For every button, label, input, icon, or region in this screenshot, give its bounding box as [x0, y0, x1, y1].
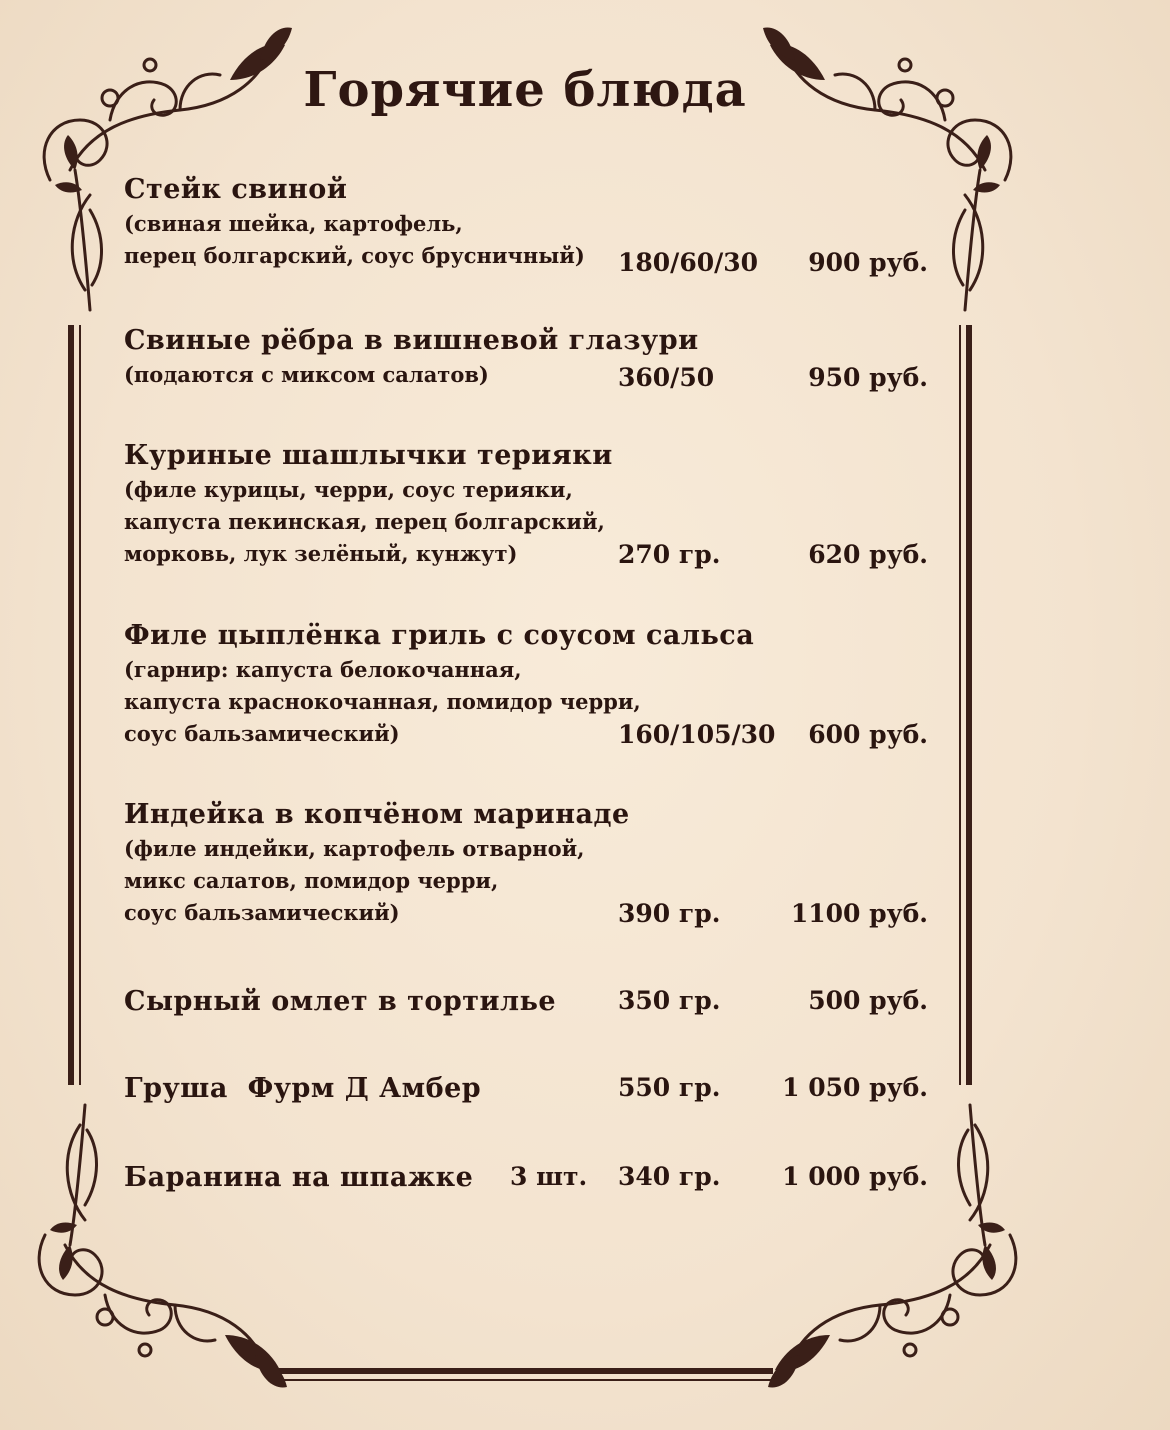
item-price: 1100 руб.	[790, 899, 928, 928]
item-desc-line: капуста краснокочанная, помидор черри,	[124, 689, 641, 714]
item-desc-line: (филе индейки, картофель отварной,	[124, 836, 585, 861]
item-desc-line: (филе курицы, черри, соус терияки,	[124, 477, 573, 502]
item-desc-line: соус бальзамический)	[124, 721, 400, 746]
item-price: 1 050 руб.	[782, 1073, 928, 1102]
item-desc-line: (подаются с миксом салатов)	[124, 362, 489, 387]
item-name: Груша Фурм Д Амбер	[124, 1073, 482, 1104]
item-weight: 270 гр.	[618, 540, 721, 569]
menu-item	[124, 797, 954, 937]
menu-item	[124, 1160, 954, 1200]
item-price: 620 руб.	[808, 540, 928, 569]
item-desc-line: (свиная шейка, картофель,	[124, 211, 463, 236]
item-name: Сырный омлет в тортилье	[124, 986, 557, 1017]
menu-item	[124, 172, 954, 292]
item-name: Куриные шашлычки терияки	[124, 440, 613, 471]
item-quantity: 3 шт.	[510, 1162, 588, 1191]
item-price: 1 000 руб.	[782, 1162, 928, 1191]
item-weight: 360/50	[618, 363, 715, 392]
item-name: Свиные рёбра в вишневой глазури	[124, 325, 699, 356]
menu-item	[124, 984, 954, 1024]
item-desc-line: соус бальзамический)	[124, 900, 400, 925]
page-title: Горячие блюда	[303, 62, 747, 118]
item-weight: 550 гр.	[618, 1073, 721, 1102]
menu-item	[124, 1071, 954, 1111]
menu-item	[124, 618, 954, 758]
item-weight: 180/60/30	[618, 248, 759, 277]
item-weight: 340 гр.	[618, 1162, 721, 1191]
item-desc-line: капуста пекинская, перец болгарский,	[124, 509, 605, 534]
item-price: 950 руб.	[808, 363, 928, 392]
item-name: Филе цыплёнка гриль с соусом сальса	[124, 620, 755, 651]
item-price: 600 руб.	[808, 720, 928, 749]
item-desc-line: (гарнир: капуста белокочанная,	[124, 657, 522, 682]
menu-item	[124, 438, 954, 578]
item-name: Стейк свиной	[124, 174, 348, 205]
item-weight: 350 гр.	[618, 986, 721, 1015]
item-price: 900 руб.	[808, 248, 928, 277]
ornament-bottom-left-icon	[25, 1095, 295, 1395]
item-name: Индейка в копчёном маринаде	[124, 799, 630, 830]
item-desc-line: микс салатов, помидор черри,	[124, 868, 499, 893]
item-desc-line: морковь, лук зелёный, кунжут)	[124, 541, 518, 566]
ornament-bottom-right-icon	[760, 1095, 1030, 1395]
item-desc-line: перец болгарский, соус брусничный)	[124, 243, 585, 268]
item-weight: 390 гр.	[618, 899, 721, 928]
menu-item	[124, 323, 954, 403]
item-name: Баранина на шпажке	[124, 1162, 474, 1193]
item-price: 500 руб.	[808, 986, 928, 1015]
item-weight: 160/105/30	[618, 720, 776, 749]
